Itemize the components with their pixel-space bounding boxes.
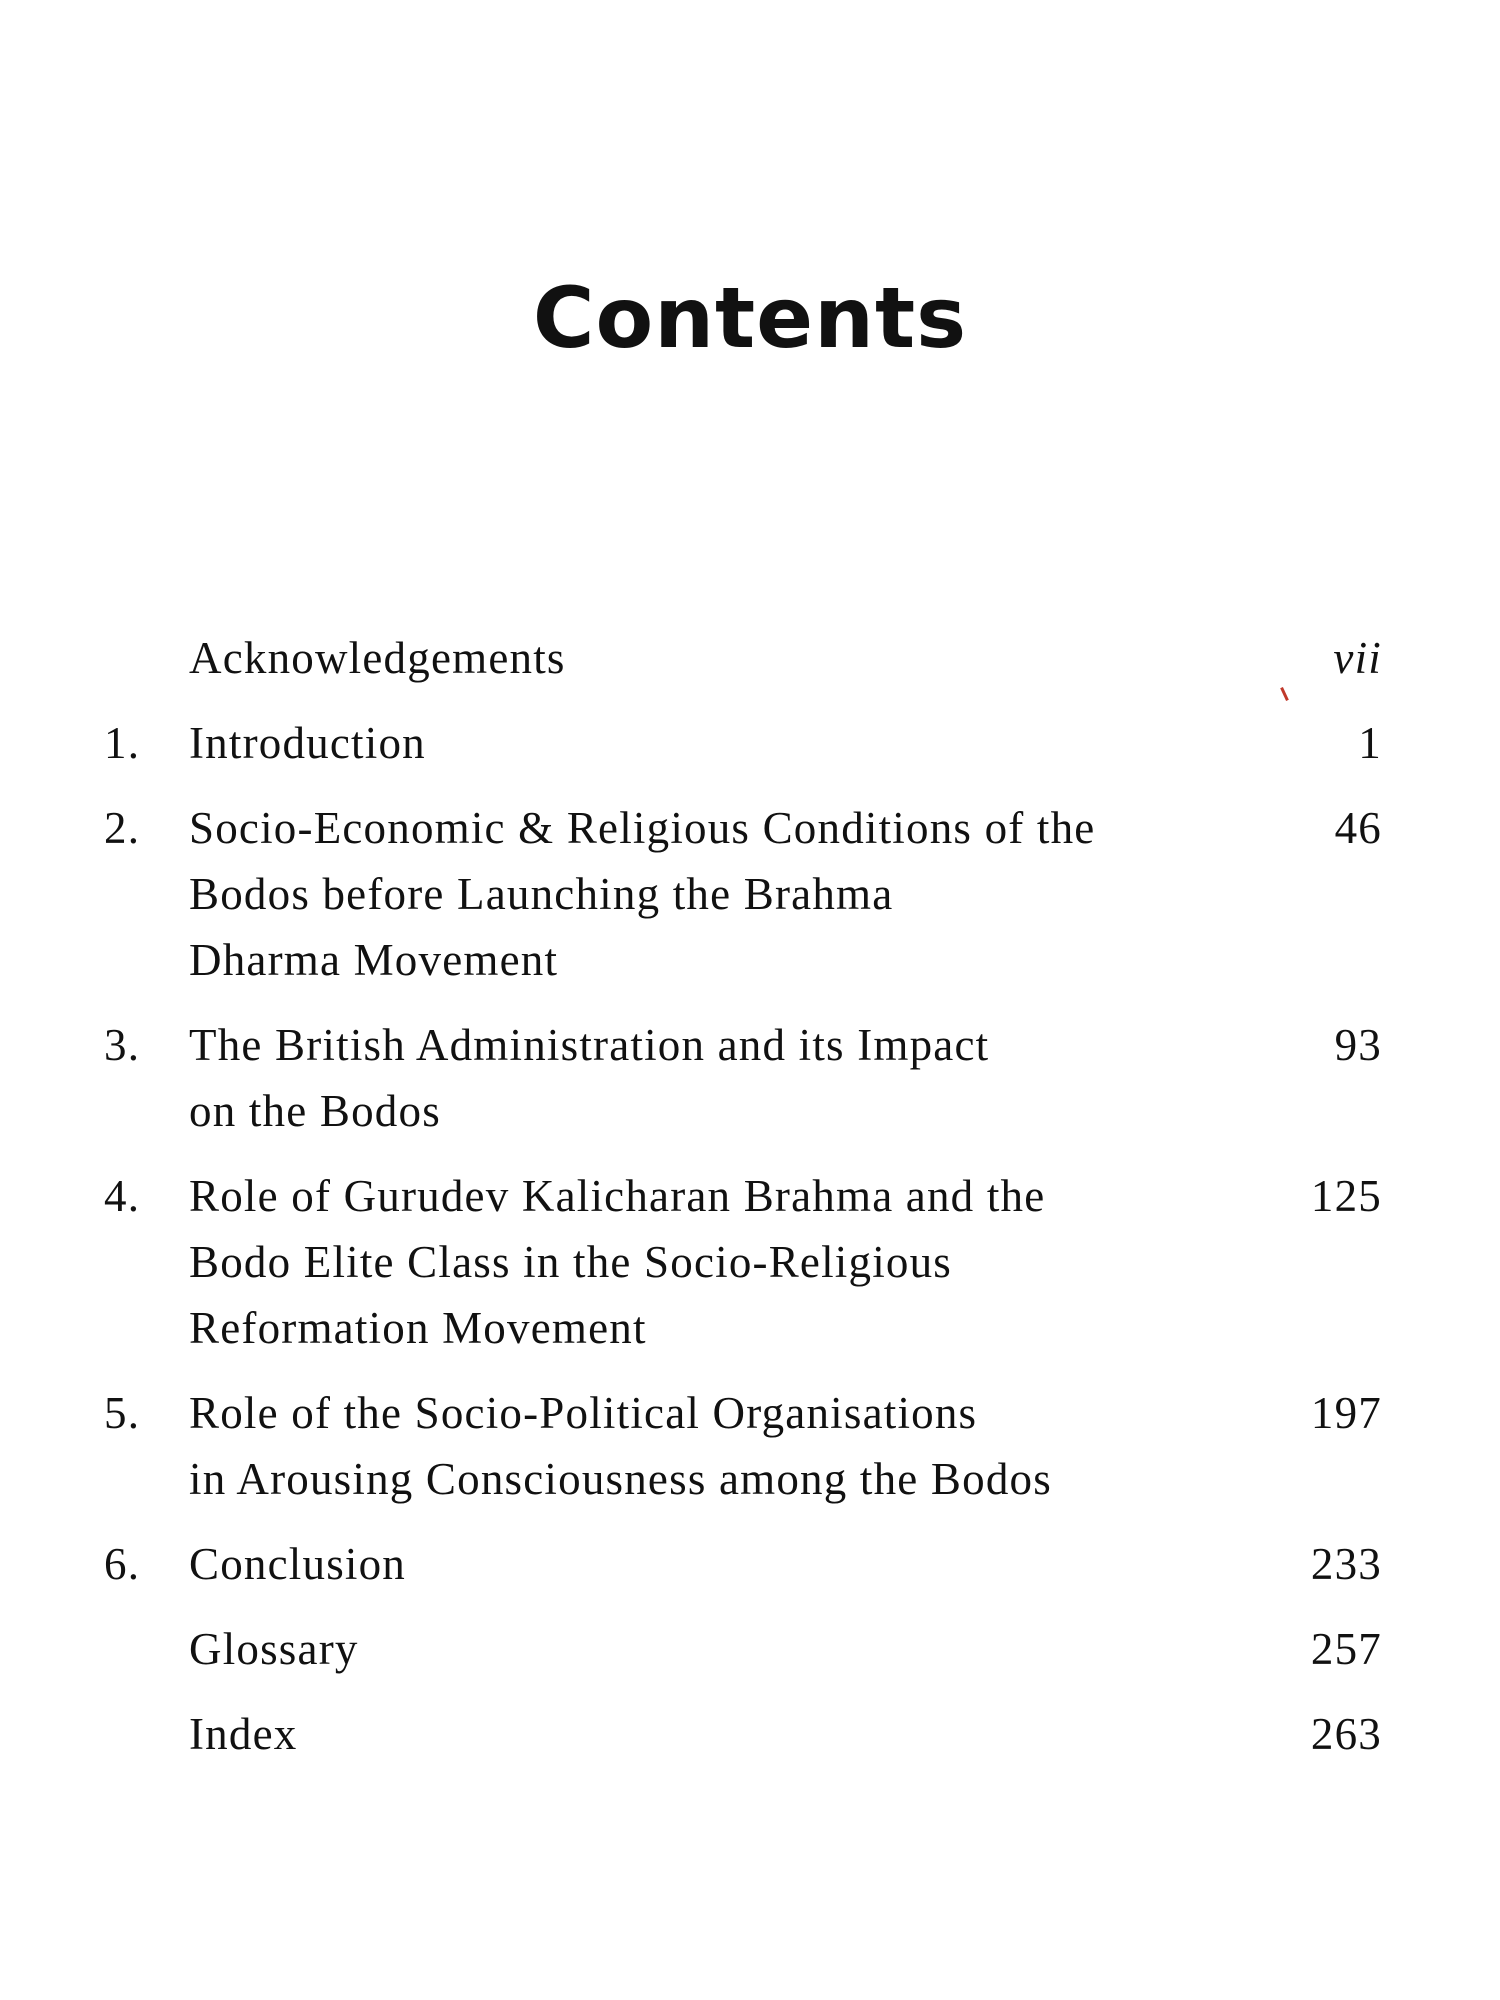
toc-entry-title-line: Index (189, 1709, 298, 1759)
toc-entry-page: 233 (1310, 1539, 1382, 1589)
toc-entry-title-line: Dharma Movement (189, 935, 559, 985)
toc-entry-number: 1. (104, 718, 141, 768)
page-title: Contents (532, 269, 968, 367)
toc-entry-page: 93 (1334, 1020, 1382, 1070)
toc-entry-page: 1 (1358, 718, 1382, 768)
toc-entry-title (189, 1380, 1222, 1512)
toc-entry-number: 5. (104, 1388, 141, 1438)
toc-entry-page: 263 (1310, 1709, 1382, 1759)
toc-entry-title-line: The British Administration and its Impact (189, 1020, 990, 1070)
toc-entry-title-line: Conclusion (189, 1539, 407, 1589)
toc-entry-glossary (104, 1616, 1382, 1682)
toc-entry-number: 6. (104, 1539, 141, 1589)
toc-entry-title-line: Bodos before Launching the Brahma (189, 869, 894, 919)
toc-entry-page: 125 (1310, 1171, 1382, 1221)
toc-entry-page: vii (1333, 633, 1382, 683)
toc-entry-title (189, 1616, 1222, 1682)
toc-entry-acknowledgements (104, 625, 1382, 691)
toc-entry-page: 46 (1334, 803, 1382, 853)
toc-entry-title-line: Role of the Socio-Political Organisations (189, 1388, 978, 1438)
toc-entry-title (189, 625, 1222, 691)
toc-entry-title (189, 795, 1222, 993)
table-of-contents (104, 625, 1382, 1786)
toc-entry-title (189, 710, 1222, 776)
toc-entry-title-line: Introduction (189, 718, 426, 768)
toc-entry-page: 197 (1310, 1388, 1382, 1438)
toc-entry-title-line: Role of Gurudev Kalicharan Brahma and the (189, 1171, 1046, 1221)
toc-entry-chapter-4 (104, 1163, 1382, 1361)
toc-entry-title-line: Glossary (189, 1624, 359, 1674)
toc-entry-title-line: Bodo Elite Class in the Socio-Religious (189, 1237, 953, 1287)
toc-entry-title (189, 1163, 1222, 1361)
toc-entry-conclusion (104, 1531, 1382, 1597)
toc-entry-chapter-5 (104, 1380, 1382, 1512)
toc-entry-page: 257 (1310, 1624, 1382, 1674)
toc-entry-title-line: Socio-Economic & Religious Conditions of the (189, 803, 1096, 853)
toc-entry-number: 2. (104, 803, 141, 853)
toc-entry-title-line: Reformation Movement (189, 1303, 647, 1353)
toc-entry-number: 4. (104, 1171, 141, 1221)
toc-entry-title-line: on the Bodos (189, 1086, 441, 1136)
toc-entry-title-line: in Arousing Consciousness among the Bodos (189, 1454, 1052, 1504)
toc-entry-introduction (104, 710, 1382, 776)
toc-entry-title (189, 1701, 1222, 1767)
toc-entry-chapter-3 (104, 1012, 1382, 1144)
toc-entry-title (189, 1012, 1222, 1144)
toc-entry-number: 3. (104, 1020, 141, 1070)
toc-entry-title-line: Acknowledgements (189, 633, 566, 683)
toc-entry-index (104, 1701, 1382, 1767)
toc-entry-title (189, 1531, 1222, 1597)
toc-entry-chapter-2 (104, 795, 1382, 993)
